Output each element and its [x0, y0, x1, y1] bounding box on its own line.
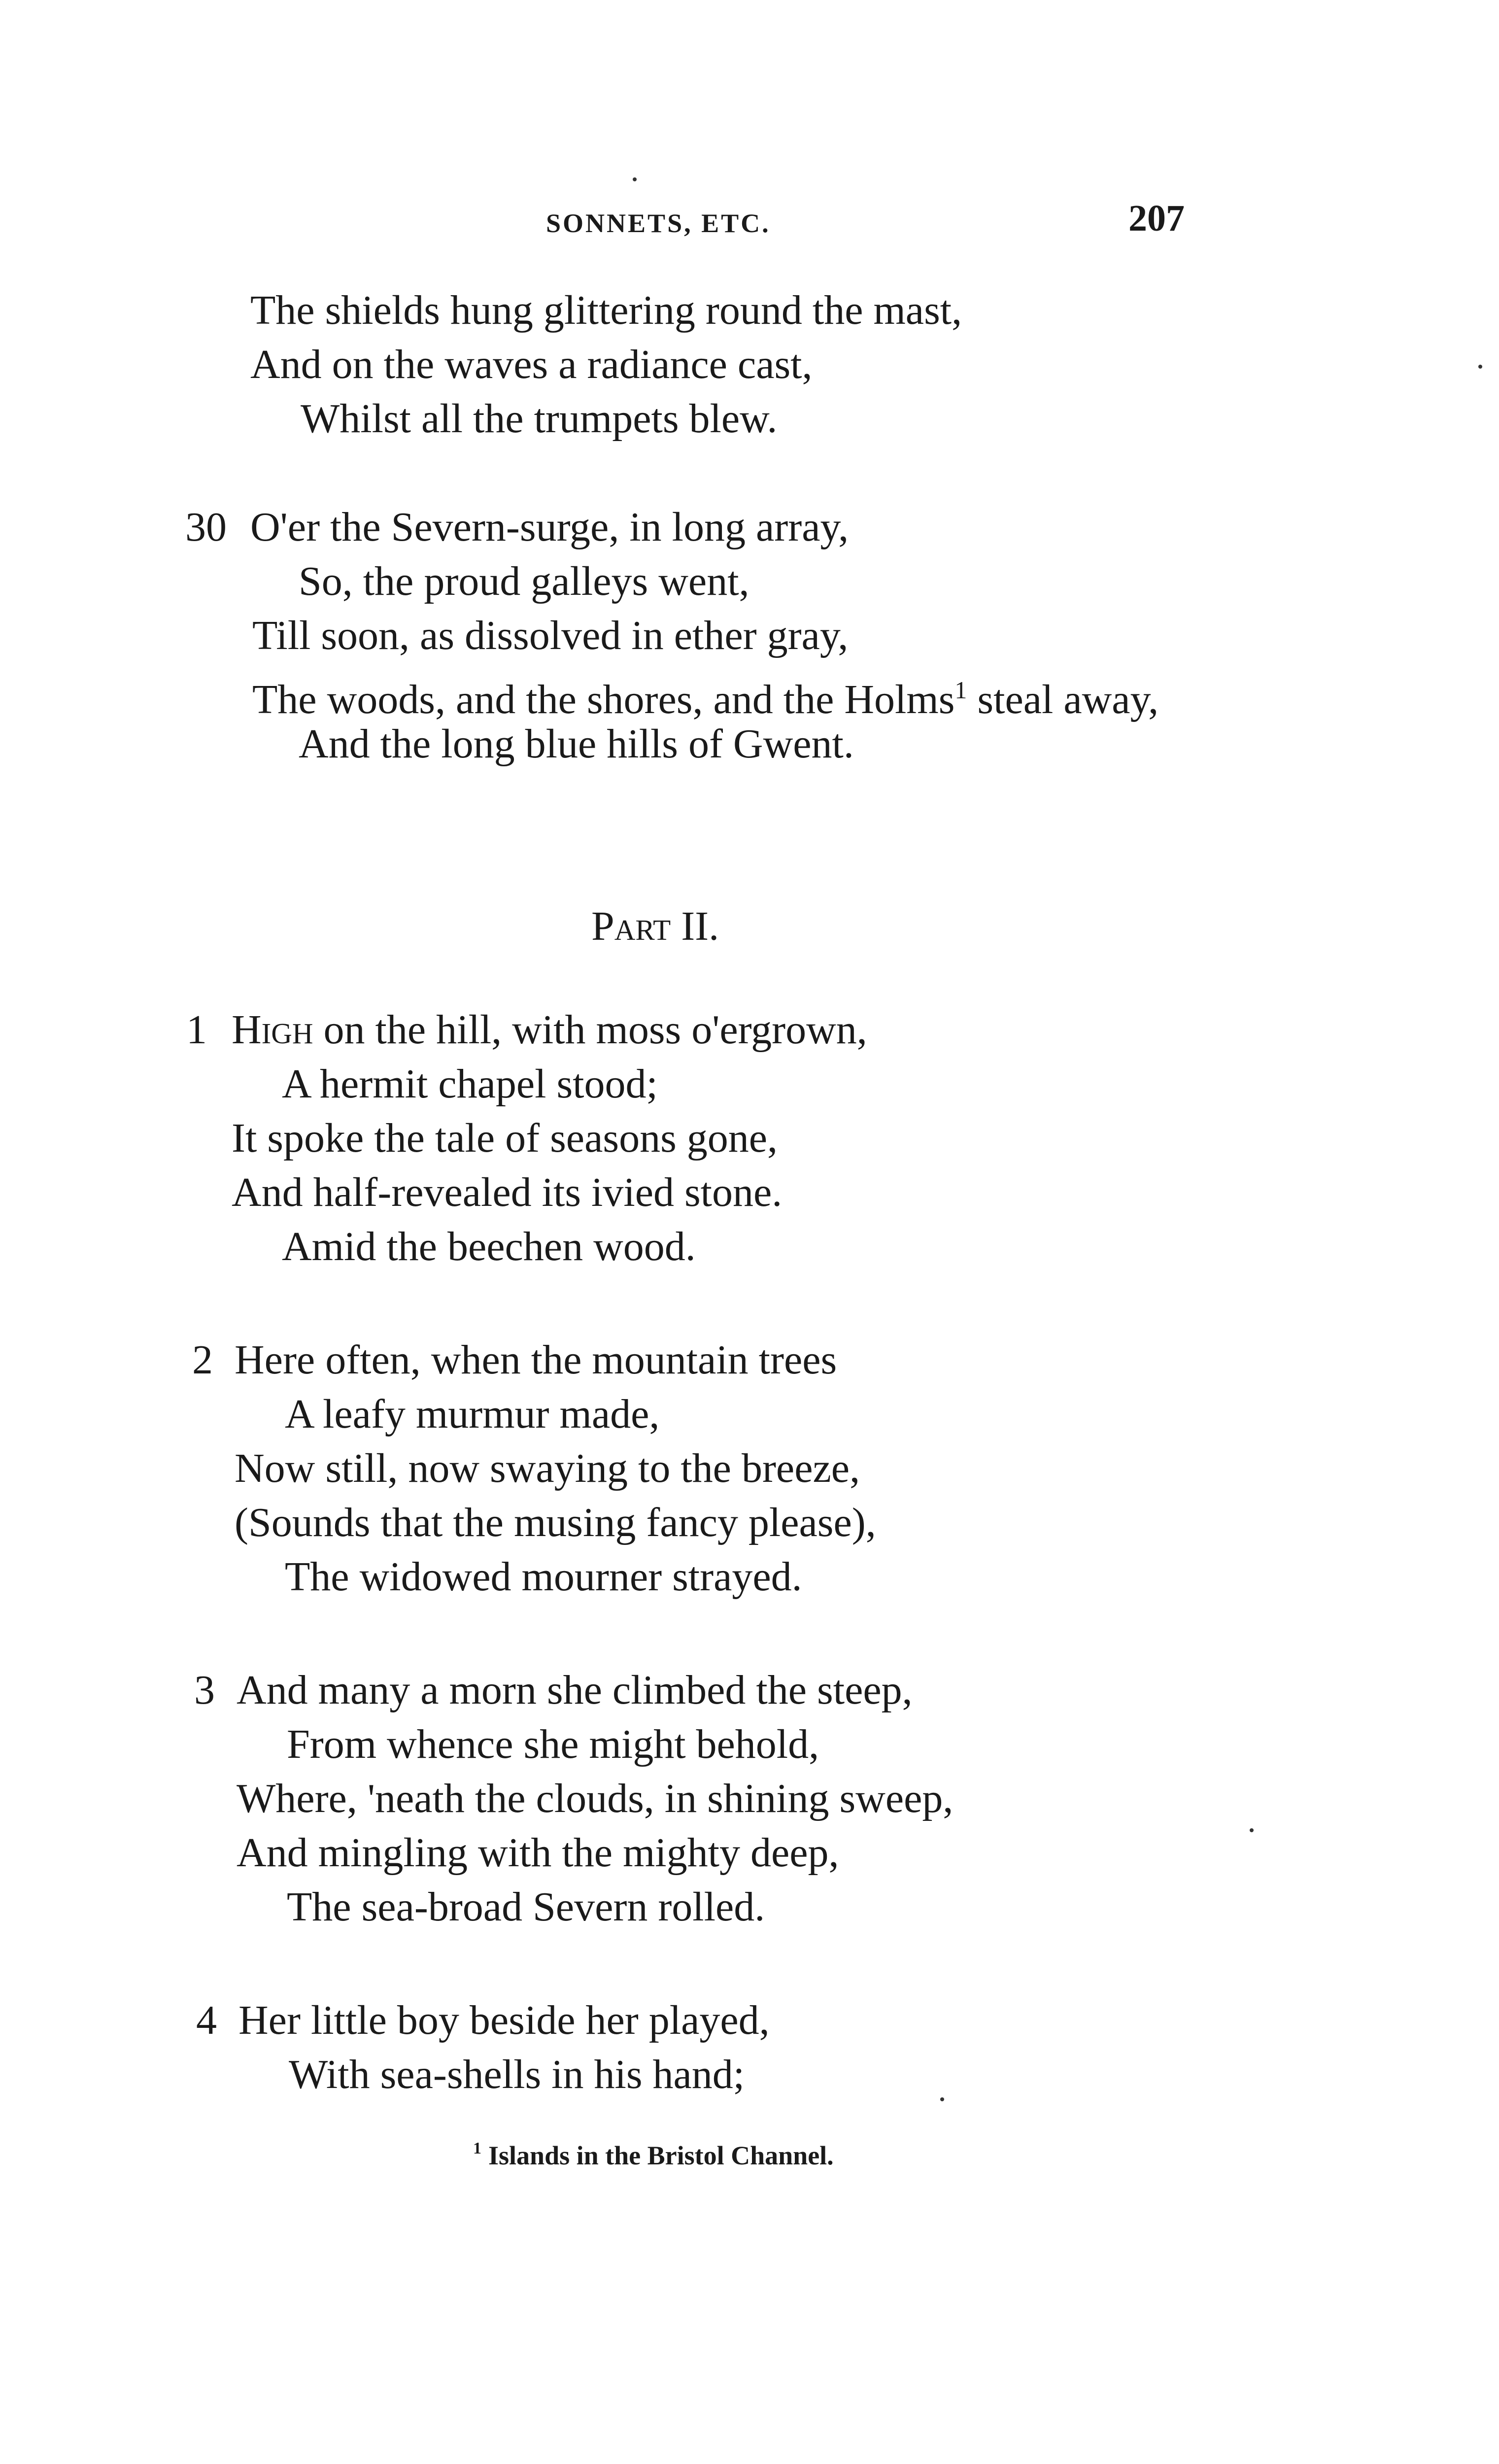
poem-line-first — [232, 1005, 867, 1055]
poem-line: And on the waves a radiance cast, — [250, 342, 813, 387]
footnote-mark: 1 — [473, 2139, 481, 2157]
first-word: High — [232, 1007, 313, 1053]
stanza-number: 2 — [192, 1337, 213, 1383]
footnote — [473, 2129, 834, 2175]
poem-line: And many a morn she climbed the steep, — [237, 1667, 913, 1713]
poem-line: The sea-broad Severn rolled. — [287, 1884, 765, 1930]
stanza-number: 4 — [196, 1997, 217, 2043]
poem-line: Till soon, as dissolved in ether gray, — [252, 613, 849, 658]
poem-line: With sea-shells in his hand; — [289, 2052, 745, 2097]
poem-line: The shields hung glittering round the mast, — [250, 287, 962, 333]
print-speck — [940, 2097, 944, 2101]
print-speck — [633, 177, 637, 181]
stanza-number: 3 — [194, 1667, 215, 1713]
print-speck — [1250, 1828, 1254, 1832]
poem-line-text: on the hill, with moss o'ergrown, — [323, 1007, 867, 1053]
poem-line: Her little boy beside her played, — [238, 1997, 770, 2043]
running-head — [0, 197, 1499, 251]
poem-line-tail: steal away, — [977, 677, 1159, 722]
part-prefix: Part — [591, 903, 671, 949]
page-number: 207 — [1128, 198, 1185, 239]
poem-line: O'er the Severn-surge, in long array, — [250, 504, 849, 550]
poem-line: A leafy murmur made, — [285, 1391, 660, 1437]
poem-line: The widowed mourner strayed. — [285, 1554, 802, 1600]
poem-line: Amid the beechen wood. — [282, 1224, 696, 1269]
poem-line: Whilst all the trumpets blew. — [301, 396, 778, 442]
poem-line: Here often, when the mountain trees — [235, 1337, 837, 1383]
poem-line: And mingling with the mighty deep, — [237, 1830, 839, 1876]
footnote-text: Islands in the Bristol Channel. — [488, 2141, 834, 2170]
print-speck — [1478, 365, 1482, 369]
poem-line: A hermit chapel stood; — [282, 1061, 658, 1107]
poem-line-text: The woods, and the shores, and the Holms — [252, 677, 955, 722]
poem-line: Now still, now swaying to the breeze, — [235, 1445, 860, 1491]
running-title: SONNETS, ETC. — [546, 208, 771, 238]
part-heading — [591, 902, 719, 951]
poem-line: From whence she might behold, — [287, 1721, 819, 1767]
poem-line: It spoke the tale of seasons gone, — [232, 1115, 778, 1161]
stanza-number: 1 — [186, 1007, 207, 1053]
poem-line: (Sounds that the musing fancy please), — [235, 1500, 876, 1545]
poem-line: Where, 'neath the clouds, in shining sweep, — [237, 1776, 954, 1821]
poem-line-with-footnote — [252, 665, 1158, 724]
part-numeral: II. — [681, 903, 719, 949]
poem-line: So, the proud galleys went, — [299, 558, 750, 604]
stanza-number: 30 — [185, 504, 227, 550]
footnote-reference: 1 — [954, 676, 967, 704]
poem-line: And half-revealed its ivied stone. — [232, 1169, 783, 1215]
poem-line: And the long blue hills of Gwent. — [299, 721, 854, 767]
